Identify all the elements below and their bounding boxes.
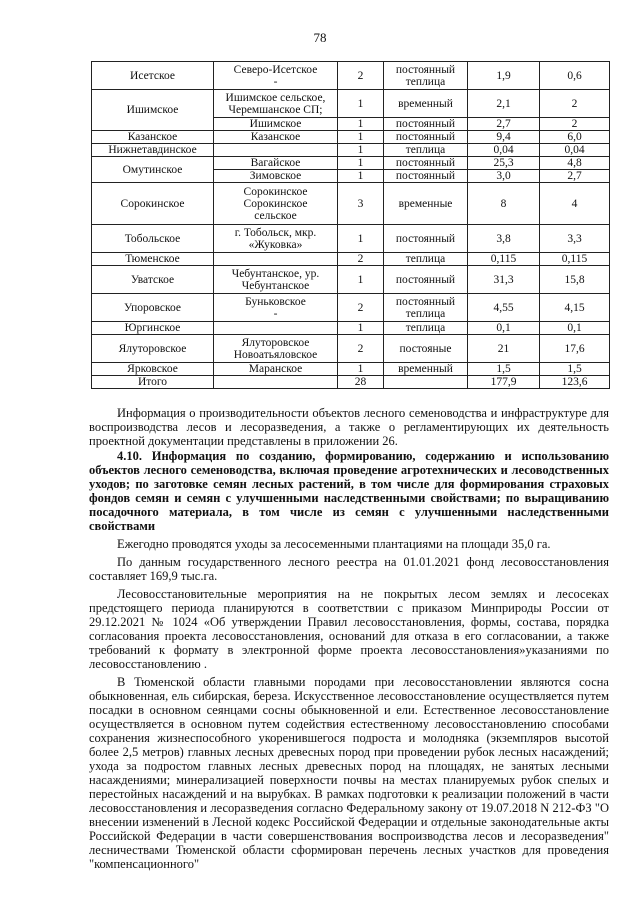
type-cell: постоянный: [384, 266, 468, 294]
count-cell: 2: [338, 294, 384, 322]
value1-cell: 31,3: [468, 266, 540, 294]
district-cell: Упоровское: [92, 294, 214, 322]
value1-cell: 1,5: [468, 363, 540, 376]
district-cell: Казанское: [92, 131, 214, 144]
page-number: 78: [313, 30, 327, 45]
type-cell: временный: [384, 90, 468, 118]
section-heading: 4.10. Информация по созданию, формированию, содержанию и использованию объектов лесного семеноводства, включая проведение агротехнических и лесоводственных уходов; по заготовке семян лесных растений, в том числе для формирования страховых фондов семян и семян с улучшенными наследственными свойствами; по выращиванию посадочного материала, в том числе из семян с улучшенными наследственными свойствами: [89, 449, 609, 533]
value2-cell: 123,6: [540, 376, 610, 389]
paragraph-fund: По данным государственного лесного реестра на 01.01.2021 фонд лесовосстановления составляет 169,9 тыс.га.: [89, 555, 609, 583]
settlement-cell: Ялуторовское Новоатьяловское: [214, 335, 338, 363]
count-cell: 1: [338, 266, 384, 294]
value1-cell: 0,1: [468, 322, 540, 335]
settlement-cell: Буньковское -: [214, 294, 338, 322]
value2-cell: 6,0: [540, 131, 610, 144]
paragraph-care: Ежегодно проводятся уходы за лесосеменными плантациями на площади 35,0 га.: [117, 537, 551, 551]
value2-cell: 4,8: [540, 157, 610, 170]
district-cell: Ялуторовское: [92, 335, 214, 363]
district-cell: Итого: [92, 376, 214, 389]
count-cell: 1: [338, 170, 384, 183]
settlement-cell: [214, 376, 338, 389]
value2-cell: 17,6: [540, 335, 610, 363]
value1-cell: 8: [468, 183, 540, 225]
settlement-cell: г. Тобольск, мкр. «Жуковка»: [214, 225, 338, 253]
type-cell: постояные: [384, 335, 468, 363]
table-row: [92, 183, 610, 225]
count-cell: 1: [338, 225, 384, 253]
count-cell: 28: [338, 376, 384, 389]
paragraph-order: Лесовосстановительные мероприятия на не покрытых лесом землях и лесосеках предстоящего периода планируются в соответствии с приказом Минприроды России от 29.12.2021 № 1024 «Об утверждении Правил лесовосстановления, формы, состава, порядка согласования проекта лесовосстановления, оснований для отказа в его согласовании, а также требований к формату в электронной форме проекта лесовосстановления»указаниями по лесовосстановлению .: [89, 587, 609, 671]
paragraph-species: В Тюменской области главными породами при лесовосстановлении являются сосна обыкновенная, ель сибирская, береза. Искусственное лесовосстановление осуществляется путем посадки в основном сеянцами сосны обыкновенной и ели. Естественное лесовосстановление осуществляется в основном путем содействия естественному лесовосстановлению способами сохранения жизнеспособного укоренившегося подроста и молодняка (экземпляров высотой более 2,5 метров) главных лесных древесных пород при проведении рубок лесных насаждений; ухода за подростом главных лесных древесных пород на площадях, не занятых лесными насаждениями; минерализацией поверхности почвы на местах планируемых рубок спелых и перестойных насаждений и на вырубках. В рамках подготовки к реализации положений в части лесовосстановления и лесоразведения согласно Федеральному закону от 19.07.2018 N 212-ФЗ "О внесении изменений в Лесной кодекс Российской Федерации и отдельные законодательные акты Российской Федерации в части совершенствования воспроизводства лесов и лесоразведения" лесничествами Тюменской области сформирован перечень лесных участков для проведения "компенсационного": [89, 675, 609, 871]
settlement-cell: [214, 144, 338, 157]
value1-cell: 21: [468, 335, 540, 363]
table-row: [92, 376, 610, 389]
value1-cell: 2,7: [468, 118, 540, 131]
type-cell: постоянный: [384, 157, 468, 170]
district-cell: Омутинское: [92, 157, 214, 183]
settlement-cell: Сорокинское Сорокинское сельское: [214, 183, 338, 225]
count-cell: 1: [338, 157, 384, 170]
count-cell: 1: [338, 118, 384, 131]
type-cell: постоянный теплица: [384, 62, 468, 90]
district-cell: Тюменское: [92, 253, 214, 266]
district-cell: Сорокинское: [92, 183, 214, 225]
body-text: [89, 406, 609, 871]
district-cell: Тобольское: [92, 225, 214, 253]
value2-cell: 15,8: [540, 266, 610, 294]
type-cell: временный: [384, 363, 468, 376]
value2-cell: 0,115: [540, 253, 610, 266]
type-cell: теплица: [384, 144, 468, 157]
district-cell: Нижнетавдинское: [92, 144, 214, 157]
value2-cell: 4,15: [540, 294, 610, 322]
settlement-cell: Ишимское: [214, 118, 338, 131]
value2-cell: 1,5: [540, 363, 610, 376]
count-cell: 1: [338, 322, 384, 335]
table-row: [92, 90, 610, 118]
value1-cell: 3,0: [468, 170, 540, 183]
settlement-cell: Казанское: [214, 131, 338, 144]
value1-cell: 9,4: [468, 131, 540, 144]
type-cell: постоянный: [384, 225, 468, 253]
value1-cell: 25,3: [468, 157, 540, 170]
district-cell: Юргинское: [92, 322, 214, 335]
count-cell: 2: [338, 253, 384, 266]
paragraph-info: Информация о производительности объектов лесного семеноводства и инфраструктуре для воспроизводства лесов и лесоразведения, а также о регламентирующих их деятельность проектной документации представлены в приложении 26.: [89, 406, 609, 448]
table-row: [92, 363, 610, 376]
value2-cell: 2: [540, 118, 610, 131]
table-row: [92, 253, 610, 266]
value2-cell: 0,04: [540, 144, 610, 157]
value1-cell: 0,04: [468, 144, 540, 157]
type-cell: [384, 376, 468, 389]
district-cell: Ярковское: [92, 363, 214, 376]
type-cell: постоянный: [384, 131, 468, 144]
district-cell: Исетское: [92, 62, 214, 90]
value1-cell: 1,9: [468, 62, 540, 90]
value1-cell: 0,115: [468, 253, 540, 266]
value2-cell: 2: [540, 90, 610, 118]
value1-cell: 3,8: [468, 225, 540, 253]
count-cell: 1: [338, 144, 384, 157]
settlement-cell: [214, 322, 338, 335]
type-cell: постоянный: [384, 170, 468, 183]
value1-cell: 4,55: [468, 294, 540, 322]
type-cell: теплица: [384, 253, 468, 266]
table-row: [92, 335, 610, 363]
settlement-cell: Маранское: [214, 363, 338, 376]
district-cell: Ишимское: [92, 90, 214, 131]
count-cell: 2: [338, 335, 384, 363]
count-cell: 1: [338, 90, 384, 118]
settlement-cell: Зимовское: [214, 170, 338, 183]
table-row: [92, 144, 610, 157]
value2-cell: 0,1: [540, 322, 610, 335]
value2-cell: 0,6: [540, 62, 610, 90]
table-row: [92, 225, 610, 253]
type-cell: постоянный: [384, 118, 468, 131]
table-row: [92, 294, 610, 322]
settlement-cell: Северо-Исетское -: [214, 62, 338, 90]
district-cell: Уватское: [92, 266, 214, 294]
value1-cell: 177,9: [468, 376, 540, 389]
value2-cell: 2,7: [540, 170, 610, 183]
table-row: [92, 62, 610, 90]
count-cell: 1: [338, 363, 384, 376]
nursery-table: [91, 61, 610, 389]
value2-cell: 3,3: [540, 225, 610, 253]
type-cell: теплица: [384, 322, 468, 335]
count-cell: 2: [338, 62, 384, 90]
value2-cell: 4: [540, 183, 610, 225]
count-cell: 3: [338, 183, 384, 225]
settlement-cell: [214, 253, 338, 266]
table-row: [92, 157, 610, 170]
type-cell: временные: [384, 183, 468, 225]
value1-cell: 2,1: [468, 90, 540, 118]
type-cell: постоянный теплица: [384, 294, 468, 322]
count-cell: 1: [338, 131, 384, 144]
settlement-cell: Чебунтанское, ур. Чебунтанское: [214, 266, 338, 294]
table-row: [92, 322, 610, 335]
table-row: [92, 131, 610, 144]
settlement-cell: Ишимское сельское, Черемшанское СП;: [214, 90, 338, 118]
settlement-cell: Вагайское: [214, 157, 338, 170]
table-row: [92, 266, 610, 294]
